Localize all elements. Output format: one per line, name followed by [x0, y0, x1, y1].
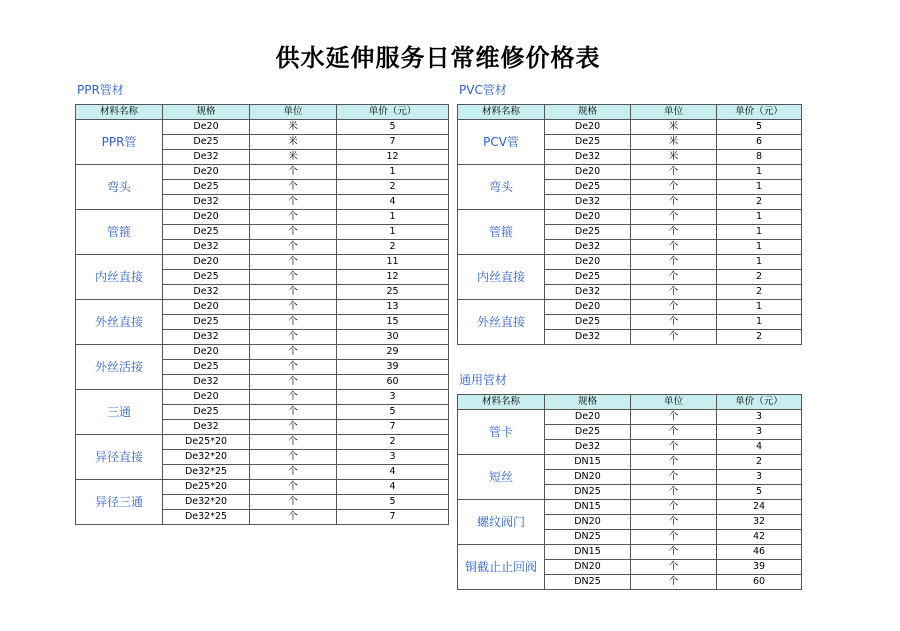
unit-cell: 个	[631, 515, 717, 530]
material-name-cell: 短丝	[458, 455, 545, 500]
header-spec: 规格	[545, 395, 631, 410]
price-cell: 2	[717, 330, 802, 345]
spec-cell: De25	[163, 360, 250, 375]
price-cell: 2	[337, 435, 449, 450]
spec-cell: De32	[163, 150, 250, 165]
price-cell: 15	[337, 315, 449, 330]
unit-cell: 个	[250, 285, 337, 300]
unit-cell: 个	[631, 545, 717, 560]
spec-cell: De32*25	[163, 465, 250, 480]
spec-cell: De32	[545, 240, 631, 255]
spec-cell: De25	[163, 135, 250, 150]
price-cell: 1	[337, 165, 449, 180]
general-price-table	[457, 394, 802, 590]
header-material-name: 材料名称	[458, 105, 545, 120]
unit-cell: 个	[250, 345, 337, 360]
unit-cell: 个	[250, 480, 337, 495]
unit-cell: 个	[250, 435, 337, 450]
table-row	[458, 410, 802, 425]
unit-cell: 个	[631, 315, 717, 330]
price-cell: 3	[717, 470, 802, 485]
price-cell: 24	[717, 500, 802, 515]
unit-cell: 个	[631, 470, 717, 485]
unit-cell: 个	[631, 440, 717, 455]
spec-cell: De25*20	[163, 480, 250, 495]
spec-cell: De32	[163, 285, 250, 300]
material-name-cell: 管箍	[458, 210, 545, 255]
section-title-general: 通用管材	[459, 373, 508, 387]
unit-cell: 个	[250, 240, 337, 255]
material-name-cell: 异径三通	[76, 480, 163, 525]
table-row	[76, 435, 449, 450]
price-cell: 1	[717, 315, 802, 330]
spec-cell: De20	[545, 120, 631, 135]
spec-cell: De32	[545, 440, 631, 455]
unit-cell: 个	[250, 165, 337, 180]
price-cell: 1	[717, 240, 802, 255]
material-name-cell: 异径直接	[76, 435, 163, 480]
price-cell: 4	[717, 440, 802, 455]
unit-cell: 个	[250, 375, 337, 390]
unit-cell: 个	[631, 195, 717, 210]
price-cell: 32	[717, 515, 802, 530]
spec-cell: De20	[545, 410, 631, 425]
unit-cell: 个	[250, 210, 337, 225]
table-row	[76, 480, 449, 495]
unit-cell: 米	[631, 150, 717, 165]
spec-cell: De25	[545, 180, 631, 195]
unit-cell: 个	[250, 450, 337, 465]
section-title-ppr: PPR管材	[77, 83, 124, 97]
spec-cell: DN15	[545, 500, 631, 515]
spec-cell: De25	[163, 270, 250, 285]
price-cell: 3	[337, 390, 449, 405]
price-cell: 5	[337, 120, 449, 135]
unit-cell: 个	[250, 330, 337, 345]
spec-cell: De32	[163, 330, 250, 345]
material-name-cell: PPR管	[76, 120, 163, 165]
material-name-cell: 外丝直接	[458, 300, 545, 345]
spec-cell: DN25	[545, 530, 631, 545]
unit-cell: 个	[250, 360, 337, 375]
price-cell: 5	[337, 405, 449, 420]
material-name-cell: 外丝直接	[76, 300, 163, 345]
spec-cell: De25	[545, 270, 631, 285]
price-cell: 30	[337, 330, 449, 345]
unit-cell: 个	[250, 180, 337, 195]
price-cell: 4	[337, 195, 449, 210]
unit-cell: 个	[631, 410, 717, 425]
spec-cell: DN15	[545, 545, 631, 560]
price-cell: 7	[337, 135, 449, 150]
header-material-name: 材料名称	[458, 395, 545, 410]
unit-cell: 个	[631, 300, 717, 315]
page-title: 供水延伸服务日常维修价格表	[275, 44, 601, 72]
material-name-cell: 外丝活接	[76, 345, 163, 390]
unit-cell: 米	[631, 135, 717, 150]
table-row	[76, 165, 449, 180]
spec-cell: De32	[545, 150, 631, 165]
unit-cell: 米	[250, 135, 337, 150]
spec-cell: De20	[163, 165, 250, 180]
spec-cell: De20	[163, 120, 250, 135]
unit-cell: 个	[250, 420, 337, 435]
unit-cell: 个	[631, 330, 717, 345]
price-cell: 1	[717, 210, 802, 225]
unit-cell: 个	[250, 195, 337, 210]
price-cell: 60	[717, 575, 802, 590]
spec-cell: De20	[163, 300, 250, 315]
table-row	[458, 455, 802, 470]
material-name-cell: 铜截止止回阀	[458, 545, 545, 590]
price-cell: 60	[337, 375, 449, 390]
price-cell: 29	[337, 345, 449, 360]
price-cell: 5	[337, 495, 449, 510]
unit-cell: 个	[631, 210, 717, 225]
price-cell: 3	[717, 410, 802, 425]
unit-cell: 个	[250, 465, 337, 480]
unit-cell: 个	[631, 165, 717, 180]
table-row	[76, 255, 449, 270]
spec-cell: De32	[545, 330, 631, 345]
unit-cell: 个	[631, 530, 717, 545]
unit-cell: 个	[631, 425, 717, 440]
price-cell: 39	[337, 360, 449, 375]
material-name-cell: 内丝直接	[76, 255, 163, 300]
unit-cell: 米	[250, 120, 337, 135]
unit-cell: 个	[250, 300, 337, 315]
spec-cell: De25	[545, 135, 631, 150]
spec-cell: De20	[163, 210, 250, 225]
price-cell: 2	[337, 180, 449, 195]
material-name-cell: 三通	[76, 390, 163, 435]
spec-cell: DN25	[545, 485, 631, 500]
price-cell: 2	[717, 195, 802, 210]
spec-cell: DN20	[545, 470, 631, 485]
table-row	[458, 210, 802, 225]
header-unit: 单位	[631, 105, 717, 120]
header-material-name: 材料名称	[76, 105, 163, 120]
price-cell: 2	[337, 240, 449, 255]
price-cell: 3	[717, 425, 802, 440]
price-cell: 1	[337, 210, 449, 225]
spec-cell: De20	[545, 165, 631, 180]
header-unit-price: 单价（元）	[717, 105, 802, 120]
material-name-cell: 管卡	[458, 410, 545, 455]
spec-cell: De32	[163, 195, 250, 210]
spec-cell: De20	[163, 255, 250, 270]
header-spec: 规格	[545, 105, 631, 120]
spec-cell: DN15	[545, 455, 631, 470]
table-row	[458, 120, 802, 135]
spec-cell: De32	[163, 240, 250, 255]
table-row	[458, 165, 802, 180]
spec-cell: DN20	[545, 515, 631, 530]
price-cell: 12	[337, 150, 449, 165]
price-cell: 25	[337, 285, 449, 300]
header-spec: 规格	[163, 105, 250, 120]
price-cell: 8	[717, 150, 802, 165]
spec-cell: De32	[545, 285, 631, 300]
price-cell: 1	[717, 255, 802, 270]
price-cell: 5	[717, 120, 802, 135]
price-cell: 6	[717, 135, 802, 150]
spec-cell: De20	[545, 255, 631, 270]
material-name-cell: 内丝直接	[458, 255, 545, 300]
spec-cell: De32*25	[163, 510, 250, 525]
price-cell: 2	[717, 270, 802, 285]
price-cell: 3	[337, 450, 449, 465]
price-cell: 2	[717, 285, 802, 300]
spec-cell: De32	[163, 420, 250, 435]
spec-cell: De25	[163, 180, 250, 195]
unit-cell: 个	[631, 560, 717, 575]
unit-cell: 米	[250, 150, 337, 165]
section-title-pvc: PVC管材	[459, 83, 507, 97]
price-cell: 46	[717, 545, 802, 560]
price-cell: 1	[717, 165, 802, 180]
price-cell: 4	[337, 465, 449, 480]
spec-cell: De25	[163, 225, 250, 240]
spec-cell: De25	[545, 425, 631, 440]
price-cell: 5	[717, 485, 802, 500]
spec-cell: De25	[545, 315, 631, 330]
price-cell: 39	[717, 560, 802, 575]
unit-cell: 个	[631, 240, 717, 255]
table-row	[76, 300, 449, 315]
unit-cell: 个	[250, 405, 337, 420]
price-cell: 2	[717, 455, 802, 470]
spec-cell: De32	[163, 375, 250, 390]
ppr-price-table	[75, 104, 449, 525]
spec-cell: De25	[163, 405, 250, 420]
unit-cell: 个	[631, 500, 717, 515]
spec-cell: De25	[545, 225, 631, 240]
price-cell: 1	[337, 225, 449, 240]
unit-cell: 个	[631, 575, 717, 590]
price-cell: 42	[717, 530, 802, 545]
header-unit: 单位	[250, 105, 337, 120]
spec-cell: De32	[545, 195, 631, 210]
spec-cell: De32*20	[163, 495, 250, 510]
table-row	[458, 545, 802, 560]
table-row	[458, 300, 802, 315]
material-name-cell: PCV管	[458, 120, 545, 165]
price-cell: 7	[337, 510, 449, 525]
header-unit-price: 单价（元）	[717, 395, 802, 410]
unit-cell: 个	[631, 270, 717, 285]
header-unit: 单位	[631, 395, 717, 410]
unit-cell: 米	[631, 120, 717, 135]
price-cell: 7	[337, 420, 449, 435]
price-cell: 12	[337, 270, 449, 285]
table-row	[76, 390, 449, 405]
unit-cell: 个	[631, 180, 717, 195]
unit-cell: 个	[250, 315, 337, 330]
spec-cell: De32*20	[163, 450, 250, 465]
spec-cell: De20	[545, 210, 631, 225]
header-unit-price: 单价（元）	[337, 105, 449, 120]
price-cell: 13	[337, 300, 449, 315]
spec-cell: De20	[163, 345, 250, 360]
material-name-cell: 管箍	[76, 210, 163, 255]
spec-cell: De25*20	[163, 435, 250, 450]
spec-cell: De20	[545, 300, 631, 315]
material-name-cell: 弯头	[458, 165, 545, 210]
price-cell: 1	[717, 180, 802, 195]
table-row	[76, 345, 449, 360]
spec-cell: De20	[163, 390, 250, 405]
pvc-price-table	[457, 104, 802, 345]
spec-cell: DN25	[545, 575, 631, 590]
table-row	[76, 210, 449, 225]
spec-cell: DN20	[545, 560, 631, 575]
price-cell: 4	[337, 480, 449, 495]
unit-cell: 个	[250, 225, 337, 240]
table-row	[458, 255, 802, 270]
price-cell: 1	[717, 225, 802, 240]
unit-cell: 个	[250, 495, 337, 510]
unit-cell: 个	[631, 455, 717, 470]
unit-cell: 个	[631, 255, 717, 270]
table-row	[76, 120, 449, 135]
unit-cell: 个	[250, 390, 337, 405]
material-name-cell: 螺纹阀门	[458, 500, 545, 545]
unit-cell: 个	[631, 285, 717, 300]
unit-cell: 个	[250, 270, 337, 285]
unit-cell: 个	[250, 255, 337, 270]
material-name-cell: 弯头	[76, 165, 163, 210]
unit-cell: 个	[250, 510, 337, 525]
table-row	[458, 500, 802, 515]
spec-cell: De25	[163, 315, 250, 330]
unit-cell: 个	[631, 225, 717, 240]
unit-cell: 个	[631, 485, 717, 500]
price-cell: 11	[337, 255, 449, 270]
price-cell: 1	[717, 300, 802, 315]
